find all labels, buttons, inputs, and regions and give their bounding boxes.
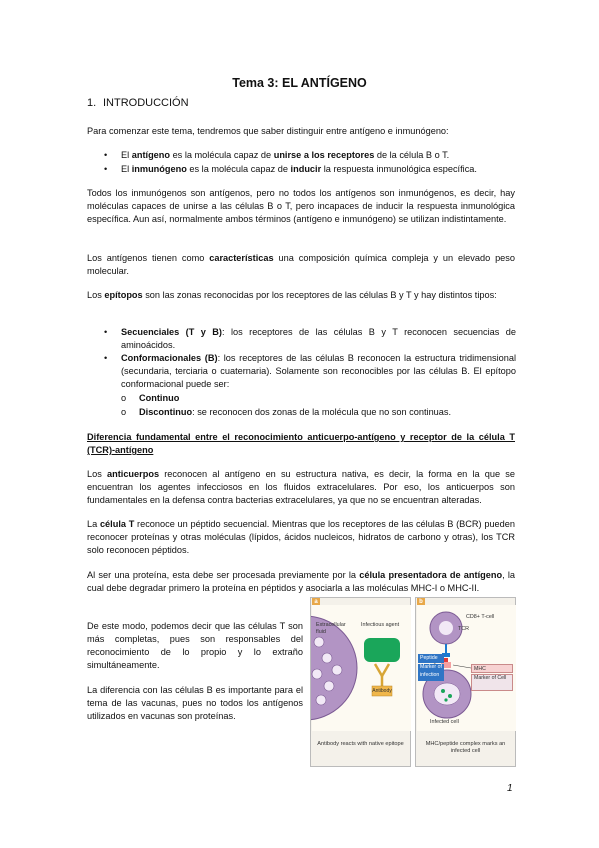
sub-item-continuo: o Continuo <box>121 393 180 403</box>
bullet-dot: • <box>104 327 108 337</box>
subheading: Diferencia fundamental entre el reconocimiento anticuerpo-antígeno y receptor de la célula T (TCR)-antígeno <box>87 432 515 455</box>
figure-panel-b <box>415 597 516 767</box>
label-antibody: Antibody <box>372 687 392 694</box>
panel-a-caption: Antibody reacts with native epitope <box>317 741 404 747</box>
paragraph-anticuerpos: Los anticuerpos reconocen al antígeno en su estructura nativa, es decir, la forma en la que se encuentran los agentes infecciosos en los fluidos extracelulares. Por eso, los anticuerpos son fundamentales en la defensa contra bacterias extracelulares, ya que no se encuentran alteradas. <box>87 469 515 505</box>
paragraph-proteina: Al ser una proteína, esta debe ser procesada previamente por la célula presentadora de antígeno, la cual debe degradar primero la proteína en péptidos y asociarla a las moléculas MHC-I o MHC-II. <box>87 570 515 593</box>
label-extracellular: Extracellular fluid <box>316 622 346 635</box>
label-marker-infection: Marker of infection <box>418 664 444 681</box>
page-number: 1 <box>507 783 513 794</box>
label-infected-cell: Infected cell <box>430 719 459 725</box>
intro-paragraph: Para comenzar este tema, tendremos que saber distinguir entre antígeno e inmunógeno: <box>87 126 449 136</box>
bullet-text: Secuenciales (T y B): los receptores de las células B y T reconocen secuencias de aminoácidos. <box>121 327 517 350</box>
page-title: Tema 3: EL ANTÍGENO <box>232 76 367 90</box>
paragraph-caracteristicas: Los antígenos tienen como características una composición química compleja y un elevado peso molecular. <box>87 253 515 276</box>
sub-item-discontinuo: o Discontinuo: se reconocen dos zonas de la molécula que no son continuas. <box>121 407 452 417</box>
label-mhc: MHC <box>471 664 513 673</box>
section-heading <box>87 97 189 109</box>
paragraph-epitopos: Los epítopos son las zonas reconocidas por los receptores de las células B y T y hay distintos tipos: <box>87 290 497 300</box>
section-number: 1. <box>87 97 97 109</box>
paragraph-todos: Todos los inmunógenos son antígenos, pero no todos los antígenos son inmunógenos, es decir, hay moléculas capaces de unirse a las células B o T, pero incapaces de inducir la respuesta inmunológica específica. Aun así, normalmente ambos términos (antígeno e inmunógeno) se utilizan indistintamente. <box>87 188 515 224</box>
panel-a-illustration <box>311 598 412 738</box>
label-tcr: TCR <box>458 626 470 632</box>
antigen-recognition-figure <box>310 597 516 767</box>
label-marker-cell: Marker of Cell <box>471 674 513 691</box>
label-cd8-t-cell: CD8+ T-cell <box>466 614 495 620</box>
panel-letter: b <box>417 598 425 606</box>
label-peptide: Peptide <box>418 654 444 663</box>
panel-b-caption: MHC/peptide complex marks an infected cell <box>425 741 506 754</box>
panel-letter: a <box>312 598 320 606</box>
bullet-dot: • <box>104 353 108 363</box>
paragraph-vacunas: La diferencia con las células B es importante para el tema de las vacunas, pues no todos los antígenos utilizados en vacunas son proteínas. <box>87 685 303 721</box>
bullet-dot: • <box>104 150 108 160</box>
figure-panel-a <box>310 597 411 767</box>
paragraph-modo: De este modo, podemos decir que las células T son más completas, pues son responsables del reconocimiento de lo propio y lo extraño simultáneamente. <box>87 621 303 670</box>
bullet-dot: • <box>104 164 108 174</box>
label-infectious-agent: Infectious agent <box>361 622 400 628</box>
section-label: INTRODUCCIÓN <box>103 97 189 109</box>
bullet-text: El inmunógeno es la molécula capaz de inducir la respuesta inmunológica específica. <box>121 164 477 174</box>
bullet-text: Conformacionales (B): los receptores de las células B reconocen la estructura tridimensional (secundaria, terciaria o cuaternaria). Solamente son reconocibles por las células B. El epítopo conformacional puede ser: <box>121 353 516 389</box>
bullet-text: El antígeno es la molécula capaz de unirse a los receptores de la célula B o T. <box>121 150 450 160</box>
paragraph-celula-t: La célula T reconoce un péptido secuencial. Mientras que los receptores de las células B (BCR) pueden reconocer proteínas y otras moléculas (lípidos, ácidos nucleicos, hidratos de carbono y otras), los TCR solo reconocen péptidos. <box>87 519 515 555</box>
